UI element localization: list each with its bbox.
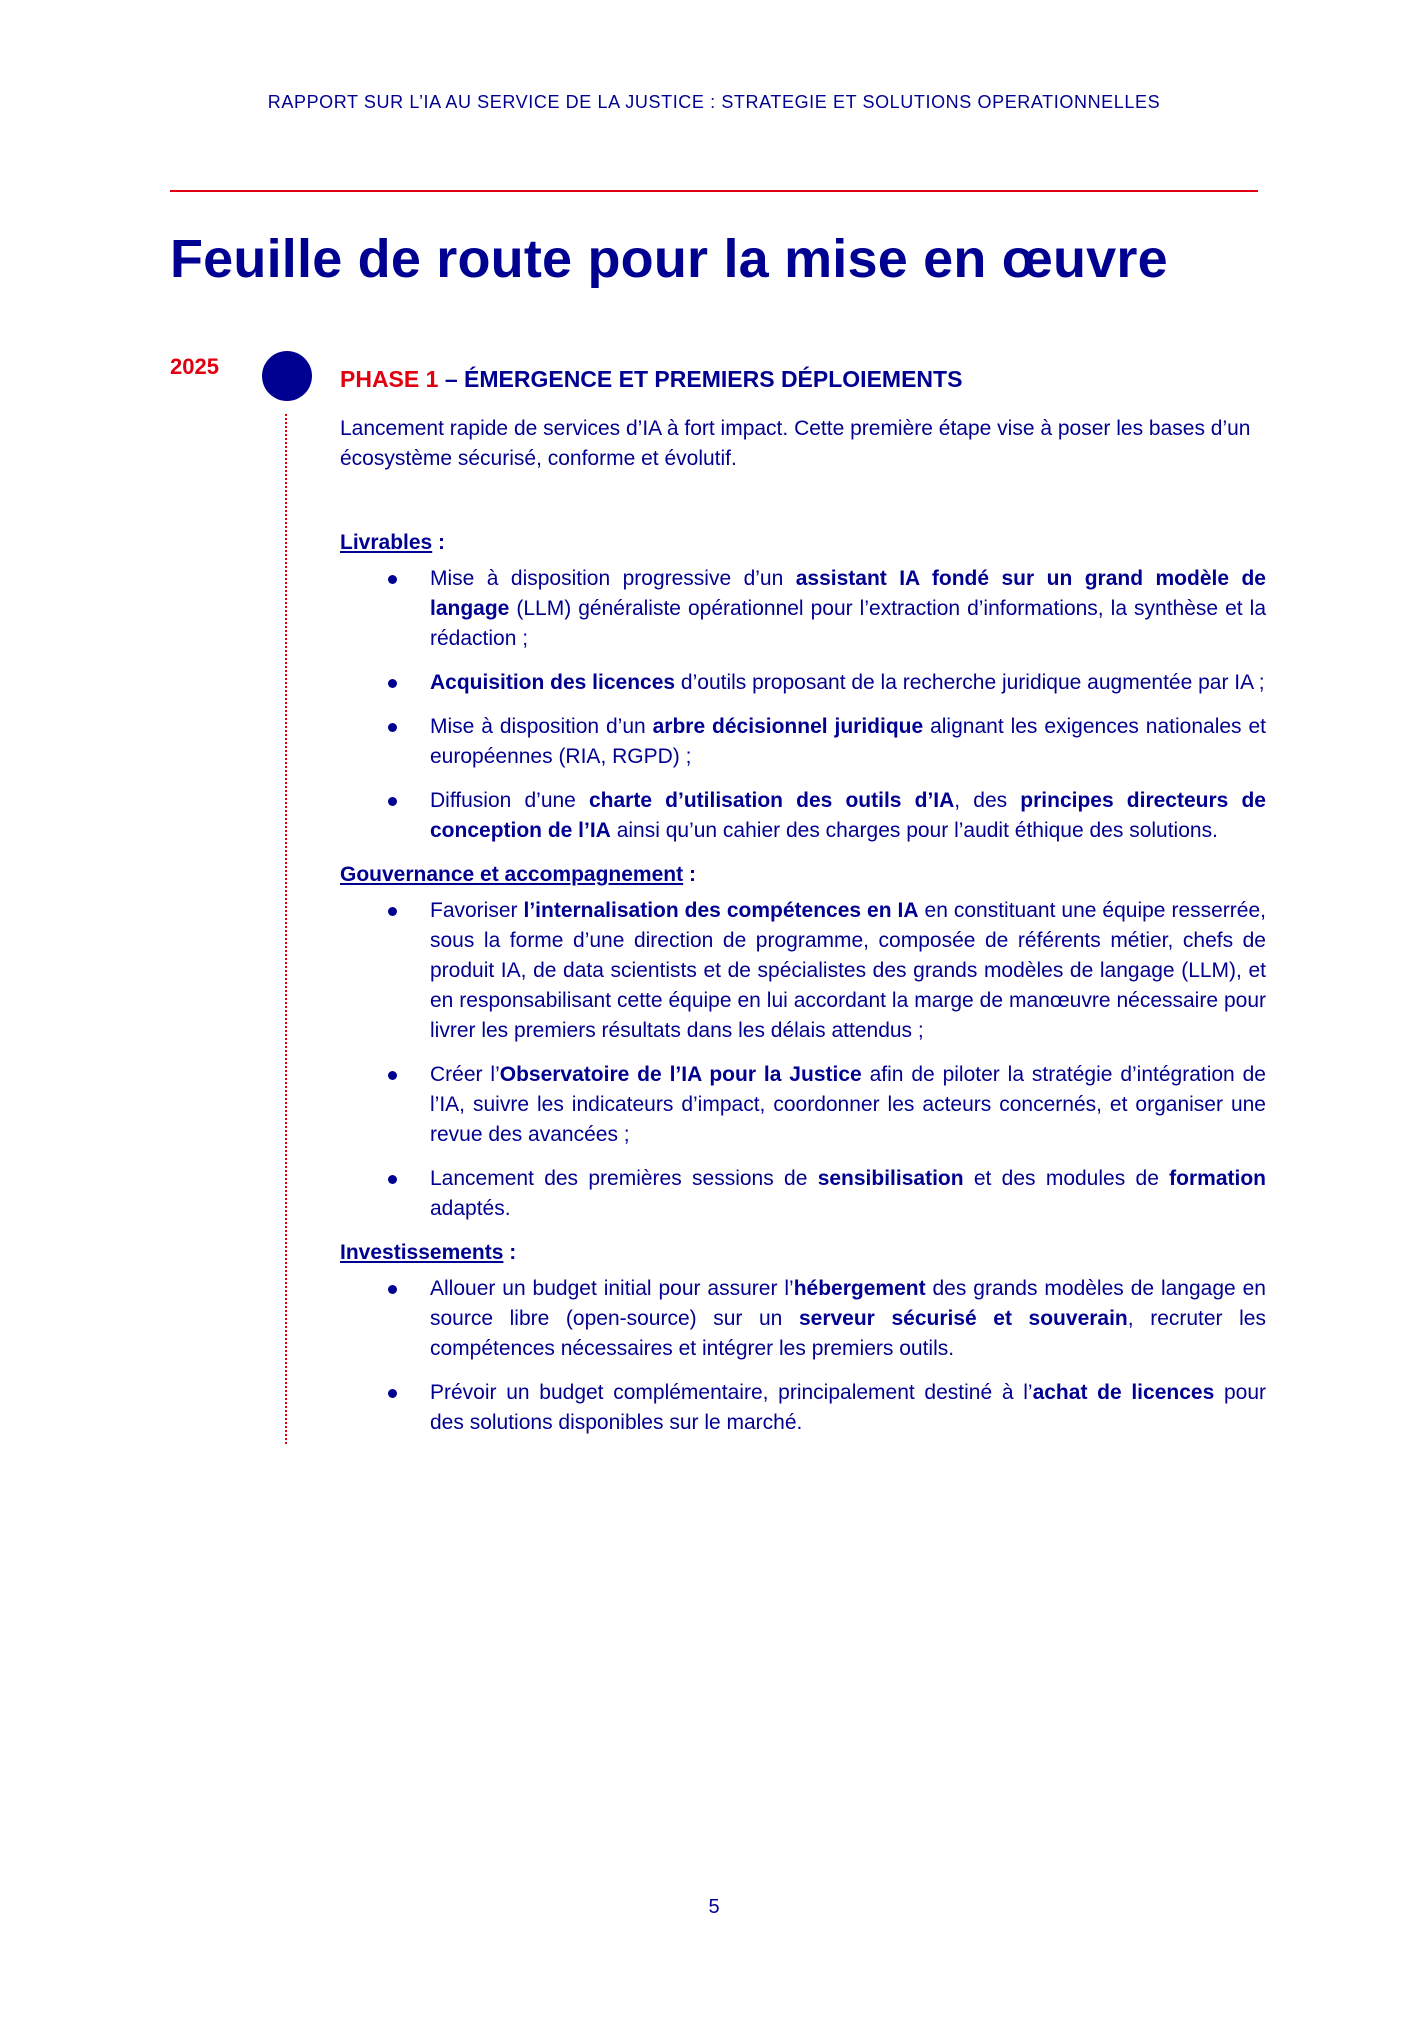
section-heading-text: Livrables [340, 531, 433, 554]
list-item [340, 1274, 1266, 1364]
list-item [340, 786, 1266, 846]
bullet-icon [388, 723, 397, 732]
item-text: d’outils proposant de la recherche juridique augmentée par IA ; [675, 671, 1265, 694]
header-divider [170, 190, 1258, 192]
item-text: pour des solutions disponibles sur le marché. [430, 1381, 1266, 1434]
phase-number: PHASE 1 [340, 366, 439, 392]
bullet-icon [388, 1071, 397, 1080]
item-text: Créer l’ [430, 1063, 500, 1086]
bullet-icon [388, 1175, 397, 1184]
item-emphasis: serveur sécurisé et souverain [798, 1307, 1128, 1330]
list-item [340, 896, 1266, 1046]
section-heading-text: Gouvernance et accompagnement [340, 863, 684, 886]
phase-content [340, 364, 1266, 1452]
item-text: alignant les exigences nationales et européennes (RIA, RGPD) ; [430, 715, 1266, 768]
item-text: Lancement des premières sessions de [430, 1167, 818, 1190]
item-text: et des modules de [963, 1167, 1170, 1190]
item-text: afin de piloter la stratégie d’intégration de l’IA, suivre les indicateurs d’impact, coordonner les acteurs concernés, et organiser une revue des avancées ; [430, 1063, 1266, 1146]
running-header: RAPPORT SUR L’IA AU SERVICE DE LA JUSTICE : STRATEGIE ET SOLUTIONS OPERATIONNELLES [267, 92, 1161, 112]
item-emphasis: Observatoire de l’IA pour la Justice [499, 1063, 862, 1086]
livrables-list [340, 564, 1266, 846]
item-emphasis: achat de licences [1032, 1381, 1215, 1404]
list-item [340, 1164, 1266, 1224]
phase-title-text: – ÉMERGENCE ET PREMIERS DÉPLOIEMENTS [438, 366, 963, 392]
bullet-icon [388, 1285, 397, 1294]
item-emphasis: charte d’utilisation des outils d’IA [589, 789, 955, 812]
timeline-year: 2025 [170, 354, 219, 379]
item-text: Diffusion d’une [430, 789, 589, 812]
item-text: Favoriser [430, 899, 524, 922]
list-item [340, 668, 1266, 698]
phase-title [340, 364, 1266, 394]
item-text: Prévoir un budget complémentaire, principalement destiné à l’ [430, 1381, 1033, 1404]
list-item [340, 1378, 1266, 1438]
gouvernance-list [340, 896, 1266, 1224]
bullet-icon [388, 1389, 397, 1398]
item-text: des grands modèles de langage en source libre (open-source) sur un [430, 1277, 1266, 1330]
section-heading-investissements [340, 1238, 1266, 1268]
section-heading-text: Investissements [340, 1241, 504, 1264]
item-emphasis: sensibilisation [817, 1167, 964, 1190]
item-emphasis: arbre décisionnel juridique [652, 715, 924, 738]
bullet-icon [388, 575, 397, 584]
item-text: adaptés. [430, 1197, 511, 1220]
list-item [340, 1060, 1266, 1150]
page-number: 5 [708, 1896, 720, 1918]
section-heading-colon: : [432, 531, 446, 554]
page-title: Feuille de route pour la mise en œuvre [170, 229, 1168, 289]
list-item [340, 564, 1266, 654]
item-emphasis: Acquisition des licences [430, 671, 676, 694]
section-heading-gouvernance [340, 860, 1266, 890]
bullet-icon [388, 679, 397, 688]
item-text: ainsi qu’un cahier des charges pour l’audit éthique des solutions. [610, 819, 1218, 842]
bullet-icon [388, 797, 397, 806]
item-emphasis: l’internalisation des compétences en IA [523, 899, 919, 922]
investissements-list [340, 1274, 1266, 1438]
list-item [340, 712, 1266, 772]
item-emphasis: principes directeurs de conception de l’IA [430, 789, 1266, 842]
item-text: , recruter les compétences nécessaires et intégrer les premiers outils. [430, 1307, 1266, 1360]
item-text: , des [954, 789, 1021, 812]
item-emphasis: assistant IA fondé sur un grand modèle de langage [430, 567, 1266, 620]
item-text: Allouer un budget initial pour assurer l’ [430, 1277, 794, 1300]
section-heading-livrables [340, 528, 1266, 558]
phase-intro: Lancement rapide de services d’IA à fort impact. Cette première étape vise à poser les bases d’un écosystème sécurisé, conforme et évolutif. [340, 417, 1251, 470]
item-text: (LLM) généraliste opérationnel pour l’extraction d’informations, la synthèse et la rédaction ; [430, 597, 1266, 650]
section-heading-colon: : [683, 863, 696, 886]
item-text: Mise à disposition d’un [430, 715, 653, 738]
item-emphasis: hébergement [793, 1277, 926, 1300]
item-emphasis: formation [1169, 1167, 1266, 1190]
section-heading-colon: : [503, 1241, 517, 1264]
timeline-line [285, 414, 287, 1444]
timeline-marker-icon [262, 351, 312, 401]
item-text: Mise à disposition progressive d’un [430, 567, 796, 590]
item-text: en constituant une équipe resserrée, sous la forme d’une direction de programme, composée de référents métier, chefs de produit IA, de data scientists et de spécialistes des grands modèles de langage (LLM), et en responsabilisant cette équipe en lui accordant la marge de manœuvre nécessaire pour livrer les premiers résultats dans les délais attendus ; [430, 899, 1266, 1042]
bullet-icon [388, 907, 397, 916]
